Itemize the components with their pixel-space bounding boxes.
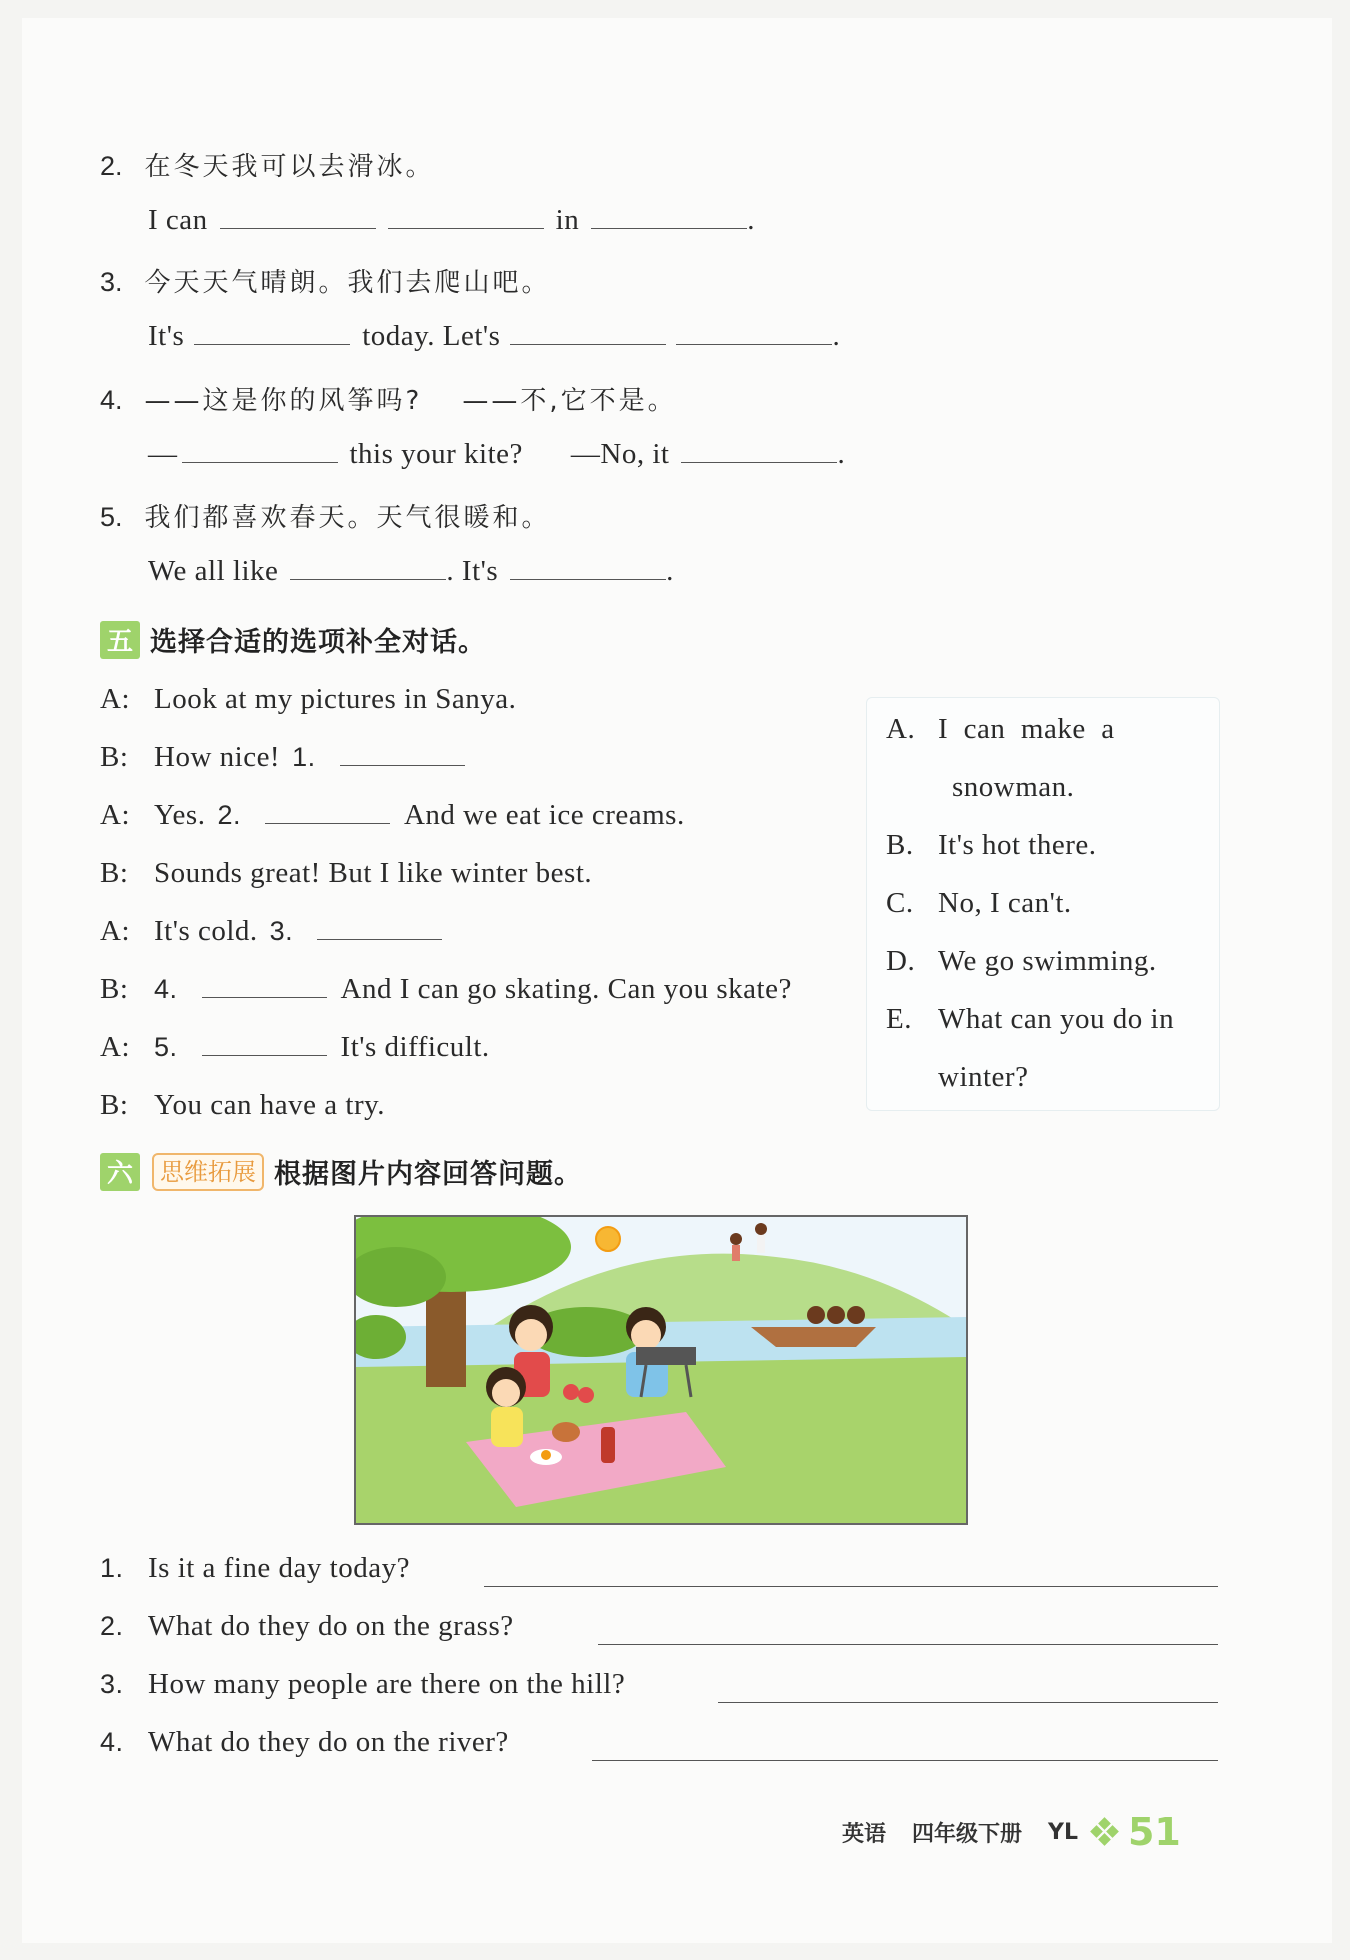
- blank-number: 1.: [292, 742, 316, 772]
- page-number: 51: [1127, 1810, 1181, 1854]
- q2-number: 2.: [100, 151, 123, 181]
- picture-question: [100, 1610, 514, 1643]
- option-text-continued: winter?: [938, 1061, 1029, 1093]
- dialogue-text: You can have a try.: [154, 1089, 385, 1121]
- option-text: No, I can't.: [938, 887, 1072, 919]
- q3-prompt: [100, 262, 551, 299]
- picture-question: [100, 1668, 625, 1701]
- dialogue-text: Look at my pictures in Sanya.: [154, 683, 517, 715]
- dialogue-line: [100, 973, 792, 1006]
- question-text: What do they do on the river?: [148, 1726, 509, 1758]
- q3-chinese: 今天天气晴朗。我们去爬山吧。: [144, 268, 551, 298]
- speaker-label: A:: [100, 915, 130, 947]
- picnic-scene: [356, 1217, 966, 1523]
- speaker-label: A:: [100, 683, 130, 715]
- footer-edition: YL: [1048, 1819, 1078, 1845]
- speaker-label: B:: [100, 1089, 129, 1121]
- option-text: I can make a: [938, 713, 1115, 745]
- q4-prompt: [100, 380, 677, 417]
- question-number: 3.: [100, 1669, 124, 1699]
- dialogue-line: [100, 683, 528, 716]
- q2-english: [148, 204, 755, 237]
- section-5-title: 选择合适的选项补全对话。: [150, 627, 486, 658]
- section-5-number: 五: [100, 621, 140, 659]
- blank-number: 4.: [154, 974, 178, 1004]
- dialogue-text: It's cold.: [154, 915, 258, 947]
- page-footer: [842, 1810, 1181, 1854]
- picture-question: [100, 1552, 410, 1585]
- q2-end: .: [747, 204, 755, 236]
- dialogue-line: [100, 915, 442, 948]
- footer-subject: 英语: [842, 1821, 887, 1847]
- picnic-illustration: [354, 1215, 968, 1525]
- dialogue-text: And we eat ice creams.: [403, 799, 685, 831]
- answer-blank[interactable]: [290, 555, 446, 580]
- q2-text-b: in: [555, 204, 580, 236]
- section-5-heading: [100, 620, 486, 659]
- option-letter: E.: [886, 1003, 912, 1035]
- answer-line[interactable]: [484, 1586, 1218, 1587]
- q3-text-a: It's: [148, 320, 185, 352]
- section-6-heading: [100, 1152, 582, 1191]
- footer-grade: 四年级下册: [912, 1821, 1023, 1847]
- option-text: It's hot there.: [938, 829, 1097, 861]
- question-number: 1.: [100, 1553, 124, 1583]
- answer-blank[interactable]: [182, 438, 338, 463]
- speaker-label: A:: [100, 799, 130, 831]
- answer-blank[interactable]: [676, 320, 832, 345]
- dialogue-text: Yes.: [154, 799, 206, 831]
- q5-text-b: . It's: [446, 555, 499, 587]
- answer-blank[interactable]: [388, 204, 544, 229]
- answer-blank[interactable]: [202, 973, 327, 998]
- dialogue-text: And I can go skating. Can you skate?: [340, 973, 792, 1005]
- answer-blank[interactable]: [194, 320, 350, 345]
- q3-end: .: [832, 320, 841, 352]
- thinking-extension-tag: 思维拓展: [152, 1153, 264, 1191]
- answer-blank[interactable]: [220, 204, 376, 229]
- option-item: [886, 829, 1097, 862]
- answer-blank[interactable]: [510, 555, 666, 580]
- picture-question: [100, 1726, 509, 1759]
- q5-chinese: 我们都喜欢春天。天气很暖和。: [144, 503, 551, 533]
- blank-number: 2.: [217, 800, 241, 830]
- answer-line[interactable]: [718, 1702, 1218, 1703]
- question-text: What do they do on the grass?: [148, 1610, 514, 1642]
- question-number: 4.: [100, 1727, 124, 1757]
- q4-number: 4.: [100, 385, 123, 415]
- dialogue-text: How nice!: [154, 741, 281, 773]
- speaker-label: B:: [100, 857, 129, 889]
- dialogue-text: Sounds great! But I like winter best.: [154, 857, 593, 889]
- q4-end: .: [837, 438, 846, 470]
- dialogue-text: It's difficult.: [340, 1031, 490, 1063]
- section-6-number: 六: [100, 1153, 140, 1191]
- q4-text-a: this your kite?: [349, 438, 523, 470]
- answer-blank[interactable]: [340, 741, 465, 766]
- option-item: [886, 1003, 1174, 1036]
- q4-text-b: —No, it: [570, 438, 670, 470]
- option-letter: A.: [886, 713, 916, 745]
- answer-blank[interactable]: [591, 204, 747, 229]
- answer-blank[interactable]: [202, 1031, 327, 1056]
- dialogue-line: [100, 857, 604, 890]
- q2-text-a: I can: [148, 204, 208, 236]
- answer-blank[interactable]: [510, 320, 666, 345]
- option-letter: C.: [886, 887, 914, 919]
- blank-number: 5.: [154, 1032, 178, 1062]
- question-text: How many people are there on the hill?: [148, 1668, 626, 1700]
- question-number: 2.: [100, 1611, 124, 1641]
- answer-blank[interactable]: [681, 438, 837, 463]
- option-item: [886, 945, 1157, 978]
- answer-line[interactable]: [592, 1760, 1218, 1761]
- q3-english: [148, 320, 840, 353]
- dialogue-line: [100, 799, 685, 832]
- dialogue-line: [100, 1089, 397, 1122]
- q5-text-a: We all like: [148, 555, 279, 587]
- option-item: [886, 713, 1115, 746]
- option-letter: D.: [886, 945, 916, 977]
- answer-blank[interactable]: [265, 799, 390, 824]
- q3-number: 3.: [100, 267, 123, 297]
- section-6-title: 根据图片内容回答问题。: [274, 1159, 582, 1190]
- option-text: We go swimming.: [938, 945, 1157, 977]
- q4-dash: —: [148, 438, 178, 470]
- question-text: Is it a fine day today?: [148, 1552, 410, 1584]
- option-letter: B.: [886, 829, 914, 861]
- option-item: [886, 887, 1072, 920]
- q5-english: [148, 555, 674, 588]
- q2-prompt: [100, 146, 435, 183]
- q5-end: .: [666, 555, 674, 587]
- q4-english: [148, 438, 845, 471]
- speaker-label: B:: [100, 973, 129, 1005]
- blank-number: 3.: [269, 916, 294, 946]
- q4-chinese-a: ——这是你的风筝吗?: [144, 386, 423, 416]
- q2-chinese: 在冬天我可以去滑冰。: [144, 152, 435, 182]
- q4-chinese-b: ——不,它不是。: [462, 386, 677, 416]
- diamond-icon: [1092, 1819, 1118, 1845]
- option-text: What can you do in: [938, 1003, 1175, 1035]
- option-text-continued: snowman.: [952, 771, 1075, 803]
- q5-number: 5.: [100, 502, 123, 532]
- q3-text-b: today. Let's: [362, 320, 501, 352]
- dialogue-line: [100, 1031, 490, 1064]
- speaker-label: B:: [100, 741, 129, 773]
- dialogue-line: [100, 741, 465, 774]
- speaker-label: A:: [100, 1031, 130, 1063]
- answer-line[interactable]: [598, 1644, 1218, 1645]
- answer-blank[interactable]: [317, 915, 442, 940]
- q5-prompt: [100, 497, 551, 534]
